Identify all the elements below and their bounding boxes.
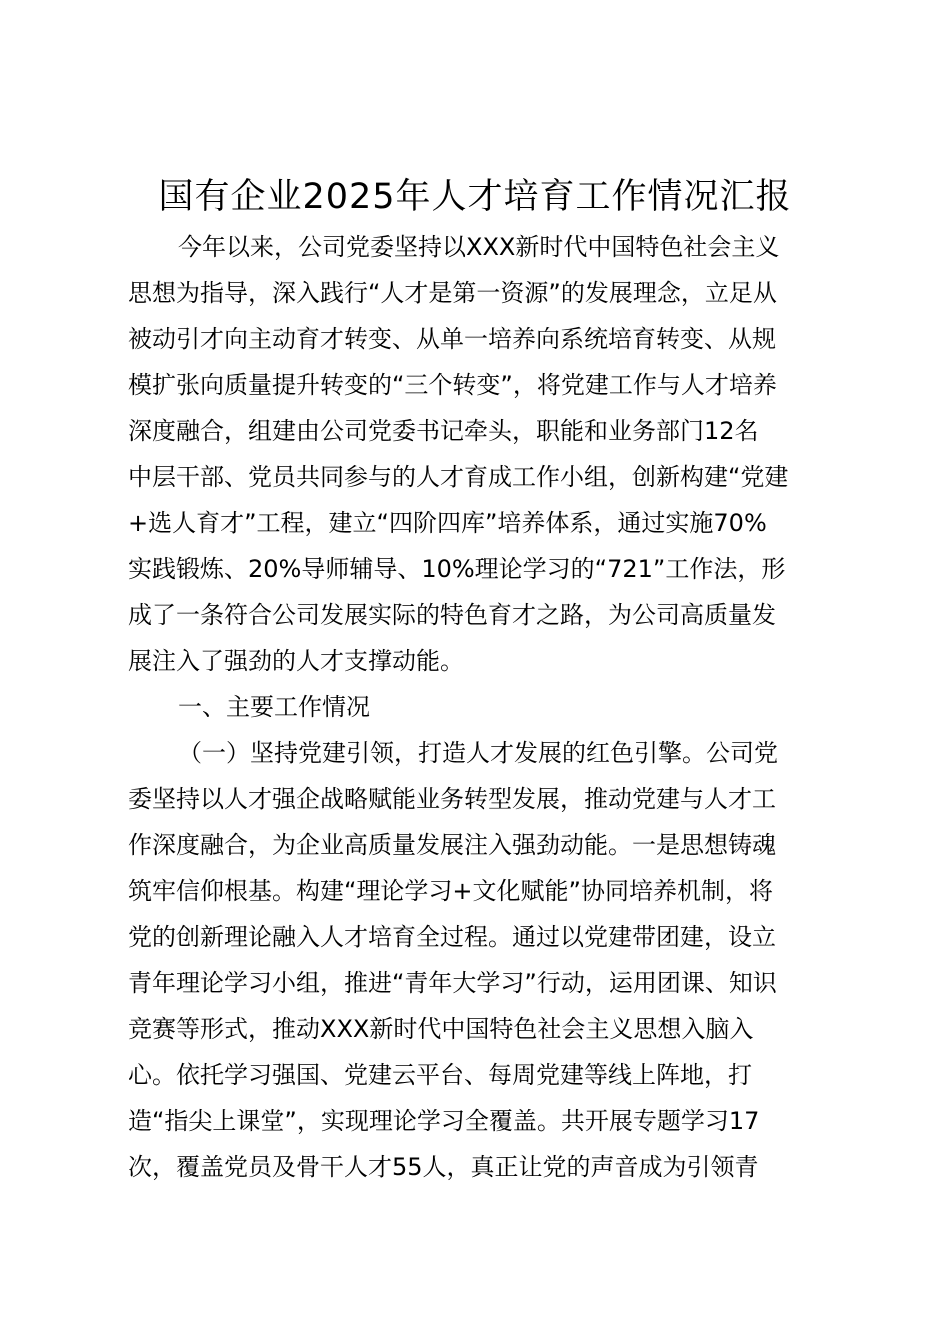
paragraph-line: 党的创新理论融入人才培育全过程。通过以党建带团建，设立 xyxy=(128,923,776,951)
paragraph-line: 筑牢信仰根基。构建“理论学习+文化赋能”协同培养机制，将 xyxy=(128,877,773,905)
paragraph-line: 中层干部、党员共同参与的人才育成工作小组，创新构建“党建 xyxy=(128,463,789,491)
paragraph-line: +选人育才”工程，建立“四阶四库”培养体系，通过实施70% xyxy=(128,509,767,537)
paragraph-line: 被动引才向主动育才转变、从单一培养向系统培育转变、从规 xyxy=(128,325,776,353)
paragraph-line: 展注入了强劲的人才支撑动能。 xyxy=(128,647,464,675)
paragraph-line: 今年以来，公司党委坚持以XXX新时代中国特色社会主义 xyxy=(178,233,780,261)
section-heading: 一、主要工作情况 xyxy=(178,693,370,721)
paragraph-line: 深度融合，组建由公司党委书记牵头，职能和业务部门12名 xyxy=(128,417,759,445)
paragraph-line: 青年理论学习小组，推进“青年大学习”行动，运用团课、知识 xyxy=(128,969,777,997)
paragraph-line: 造“指尖上课堂”，实现理论学习全覆盖。共开展专题学习17 xyxy=(128,1107,760,1135)
paragraph-line: 模扩张向质量提升转变的“三个转变”，将党建工作与人才培养 xyxy=(128,371,777,399)
document-body xyxy=(128,224,832,1190)
paragraph-line: 竞赛等形式，推动XXX新时代中国特色社会主义思想入脑入 xyxy=(128,1015,754,1043)
paragraph-line: （一）坚持党建引领，打造人才发展的红色引擎。公司党 xyxy=(178,739,778,767)
paragraph-line: 思想为指导，深入践行“人才是第一资源”的发展理念，立足从 xyxy=(128,279,777,307)
paragraph-line: 心。依托学习强国、党建云平台、每周党建等线上阵地，打 xyxy=(128,1061,752,1089)
paragraph-line: 实践锻炼、20%导师辅导、10%理论学习的“721”工作法，形 xyxy=(128,555,786,583)
paragraph-line: 次，覆盖党员及骨干人才55人，真正让党的声音成为引领青 xyxy=(128,1153,759,1181)
paragraph-line: 作深度融合，为企业高质量发展注入强劲动能。一是思想铸魂 xyxy=(128,831,776,859)
paragraph-line: 委坚持以人才强企战略赋能业务转型发展，推动党建与人才工 xyxy=(128,785,776,813)
paragraph-line: 成了一条符合公司发展实际的特色育才之路，为公司高质量发 xyxy=(128,601,776,629)
document-title: 国有企业2025年人才培育工作情况汇报 xyxy=(158,177,792,217)
